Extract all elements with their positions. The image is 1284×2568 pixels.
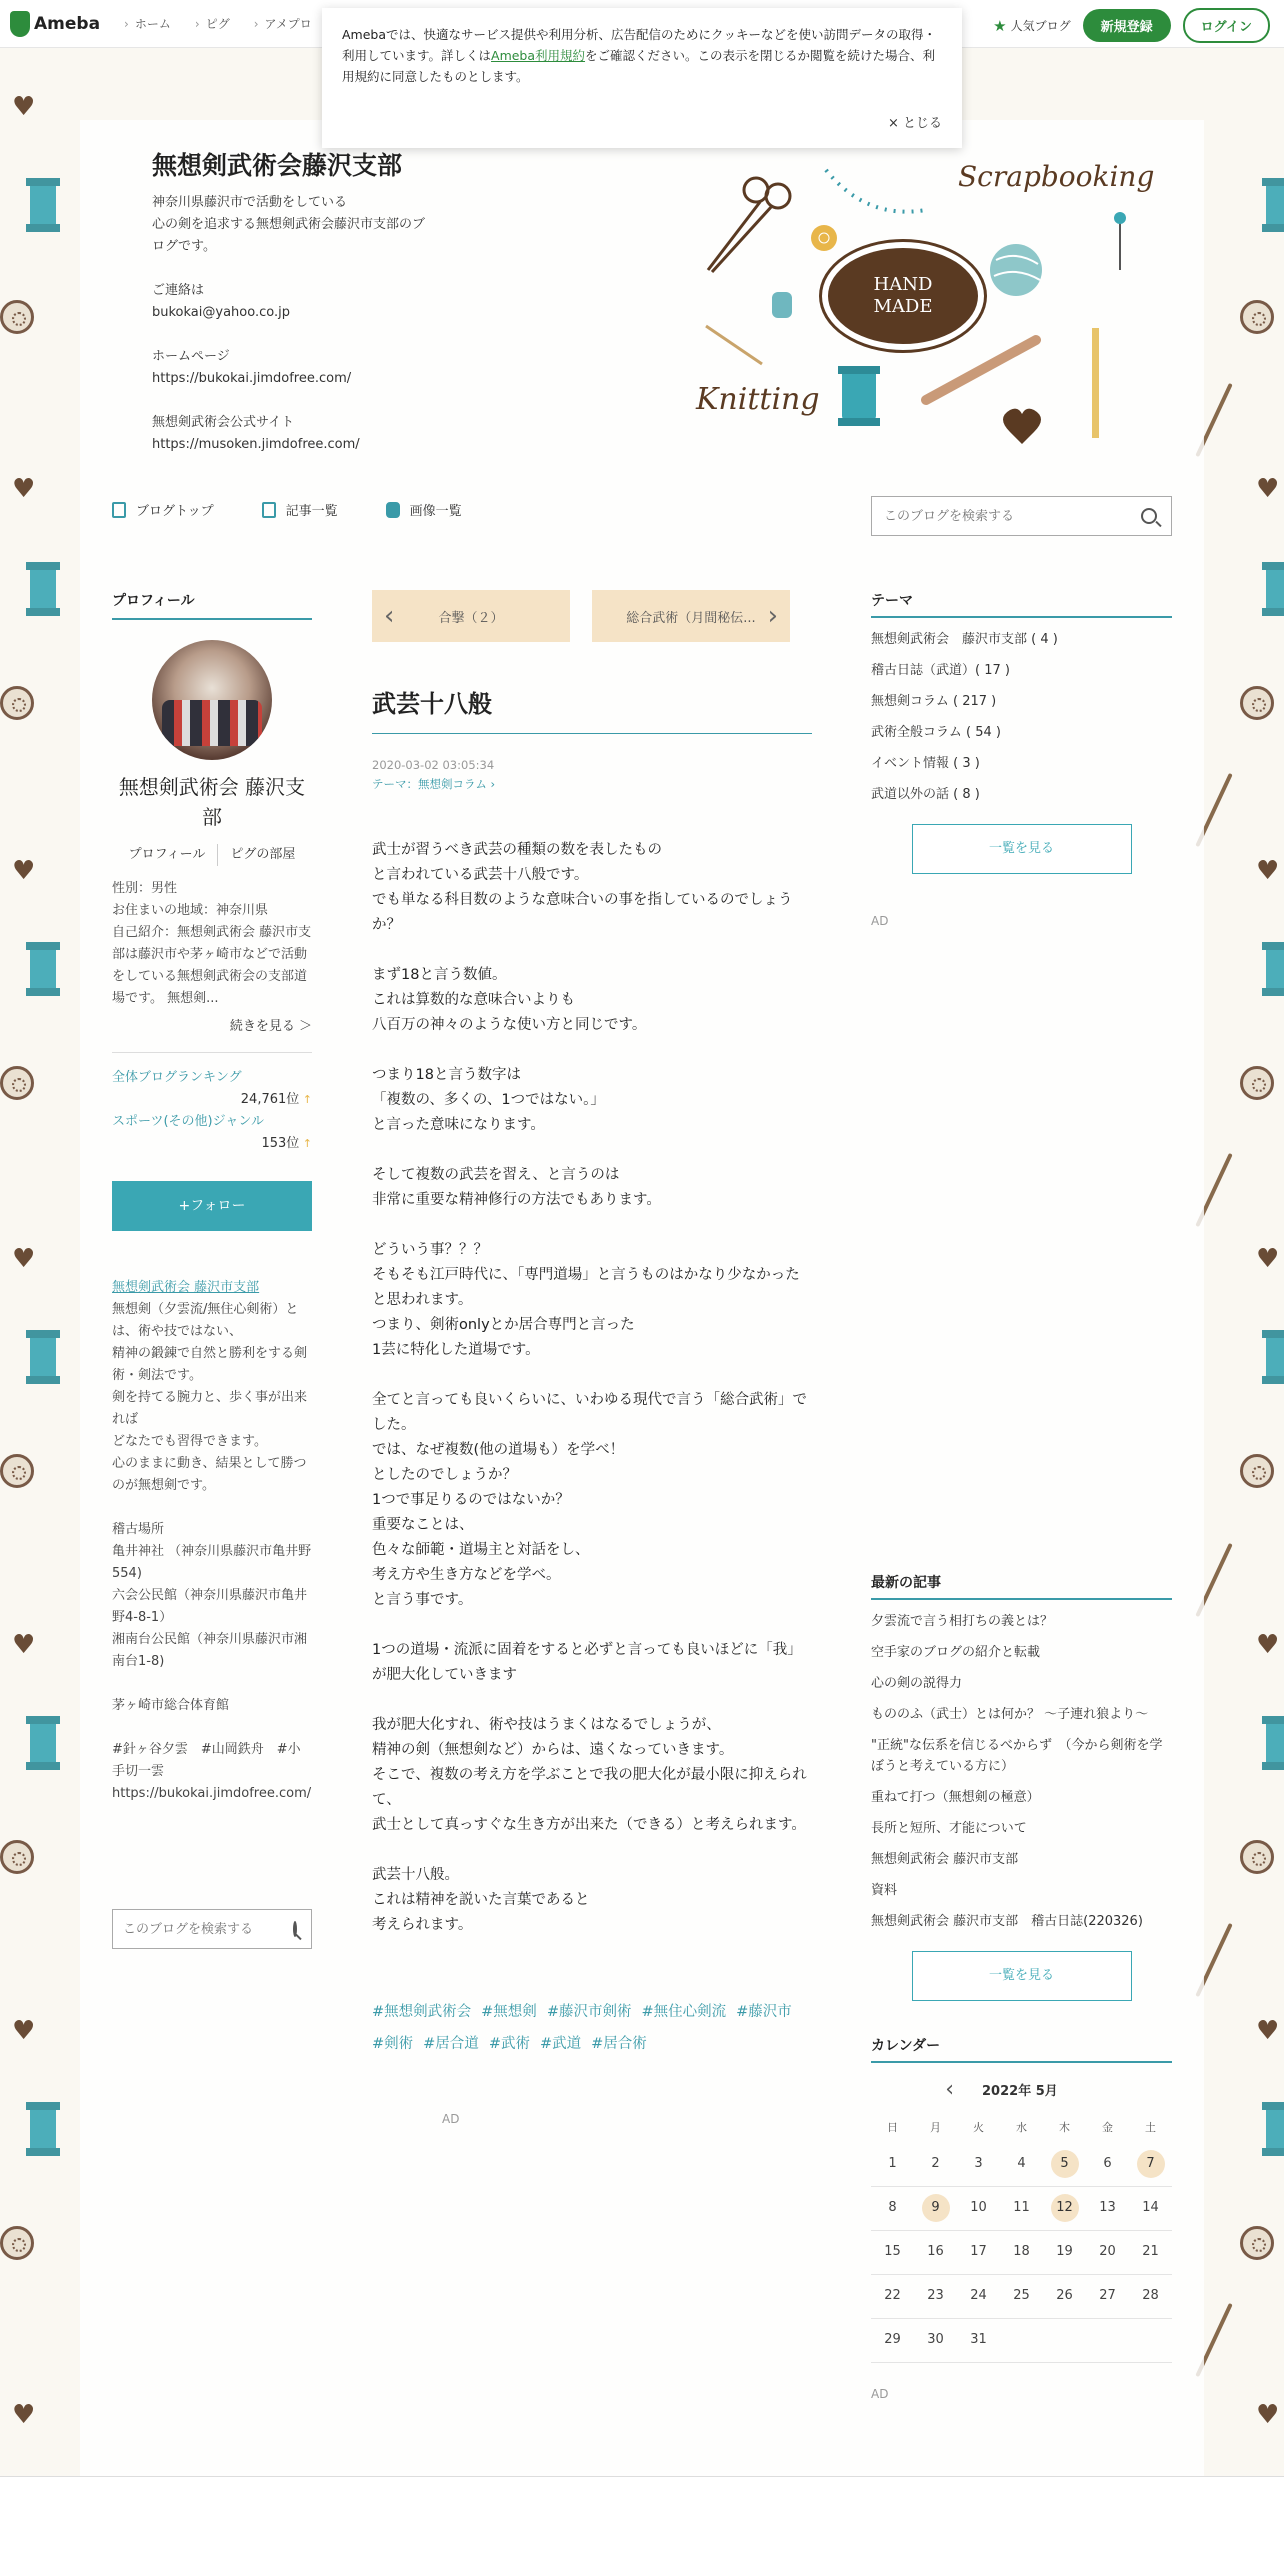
top-nav	[124, 15, 312, 32]
calendar-day: 2	[931, 2155, 940, 2171]
scrapbooking-script: Scrapbooking	[958, 160, 1155, 193]
hashtag-link[interactable]: #無住心剣流	[641, 2004, 727, 2020]
thimble-icon	[772, 292, 792, 318]
sewing-button-icon	[0, 1454, 34, 1488]
hand-made-badge: HAND MADE	[828, 248, 978, 344]
ranking-all-link[interactable]: 全体ブログランキング	[112, 1070, 242, 1085]
ameba-logo-icon	[10, 11, 30, 37]
branch-link[interactable]: 無想剣武術会 藤沢市支部	[112, 1280, 260, 1295]
heart-icon: ♥	[1256, 474, 1280, 504]
spool-icon	[1262, 2100, 1284, 2158]
ad-label: AD	[442, 2112, 460, 2126]
right-sidebar	[871, 590, 1172, 2401]
calendar-day: 18	[1013, 2244, 1030, 2259]
cookie-close-button[interactable]: × とじる	[887, 116, 942, 131]
calendar-day: 8	[888, 2200, 897, 2215]
calendar-day: 30	[927, 2332, 944, 2347]
sidebar-search-box	[112, 1909, 312, 1949]
spool-icon	[26, 940, 60, 998]
sewing-button-icon	[0, 2226, 34, 2260]
blog-top-icon	[112, 502, 126, 518]
theme-see-all-button[interactable]: 一覧を見る	[912, 824, 1132, 874]
theme-item[interactable]: イベント情報 ( 3 )	[871, 756, 980, 771]
popular-blogs-link[interactable]: ★ 人気ブログ	[993, 16, 1071, 35]
calendar-heading: カレンダー	[871, 2035, 1172, 2063]
hashtag-link[interactable]: #居合道	[423, 2036, 479, 2052]
sewing-button-icon	[1240, 1066, 1274, 1100]
calendar-day: 19	[1056, 2244, 1073, 2259]
star-icon: ★	[993, 16, 1007, 35]
scissors-icon	[708, 178, 790, 272]
recent-heading: 最新の記事	[871, 1572, 1172, 1600]
sewing-button-icon	[1240, 300, 1274, 334]
calendar-day: 31	[970, 2332, 987, 2347]
spool-icon	[26, 1328, 60, 1386]
weekday-label: 金	[1102, 2121, 1113, 2134]
hashtag-link[interactable]: #無想剣武術会	[372, 2004, 472, 2020]
search-icon[interactable]	[293, 1921, 297, 1937]
spool-icon	[1262, 940, 1284, 998]
recent-see-all-button[interactable]: 一覧を見る	[912, 1951, 1132, 2001]
calendar-month: 2022年 5月	[982, 2084, 1058, 2099]
calendar-day: 20	[1099, 2244, 1116, 2259]
recent-article-link[interactable]: 重ねて打つ（無想剣の極意）	[871, 1790, 1040, 1805]
recent-article-link[interactable]: 空手家のブログの紹介と転載	[871, 1645, 1041, 1660]
cookie-notice: Amebaでは、快適なサービス提供や利用分析、広告配信のためにクッキーなどを使い訪問データの取得・利用しています。詳しくはAmeba利用規約をご確認ください。この表示を閉じるか閲覧を続けた場合、利用規約に同意したものとします。 × とじる	[322, 8, 962, 148]
ranking-all-value: 24,761位 ↑	[112, 1089, 312, 1111]
article-list-icon	[262, 502, 276, 518]
blog-search-box	[871, 496, 1172, 536]
heart-icon	[1003, 409, 1041, 444]
calendar-day: 22	[884, 2288, 901, 2303]
ad-label: AD	[871, 914, 889, 928]
recent-article-link[interactable]: 心の剣の説得力	[871, 1676, 963, 1691]
hashtag-link[interactable]: #武道	[539, 2036, 582, 2052]
calendar-day: 10	[970, 2200, 987, 2215]
spool-icon	[26, 176, 60, 234]
recent-article-link[interactable]: 長所と短所、才能について	[871, 1821, 1027, 1836]
weekday-label: 月	[930, 2121, 941, 2134]
spool-icon	[1262, 1328, 1284, 1386]
sewing-button-icon	[1240, 1840, 1274, 1874]
profile-links	[112, 844, 312, 866]
login-button[interactable]: ログイン	[1183, 8, 1270, 43]
heart-icon: ♥	[12, 856, 36, 886]
calendar-day: 29	[884, 2332, 901, 2347]
heart-icon: ♥	[12, 2400, 36, 2430]
image-list-link[interactable]: 画像一覧	[386, 500, 462, 519]
follow-button[interactable]: +フォロー	[112, 1181, 312, 1231]
weekday-label: 土	[1145, 2121, 1156, 2134]
calendar-day: 26	[1056, 2288, 1073, 2303]
calendar-day[interactable]: 9	[922, 2194, 950, 2222]
heart-icon: ♥	[12, 2016, 36, 2046]
sidebar-search-input[interactable]	[123, 1922, 293, 1937]
beads-icon	[826, 170, 926, 212]
profile-name[interactable]: 無想剣武術会 藤沢支部	[118, 775, 306, 829]
recent-article-link[interactable]: 資料	[871, 1883, 898, 1898]
blog-description: 神奈川県藤沢市で活動をしている 心の剣を追求する無想剣武術会藤沢市支部のブログです。 ご連絡は bukokai@yahoo.co.jp ホームページ https://bukokai.jimdofree.com/ 無想剣武術会公式サイト https://musoken.jimdofree.com/	[152, 195, 426, 452]
pencil-icon	[1092, 328, 1099, 438]
weekday-label: 日	[887, 2121, 898, 2134]
top-nav-pigg[interactable]: › ピグ	[195, 15, 230, 32]
profile-link[interactable]: プロフィール	[128, 847, 206, 862]
pigg-room-link[interactable]: ピグの部屋	[217, 844, 307, 866]
footer	[0, 2477, 1284, 2568]
button-icon	[811, 225, 837, 251]
ameba-logo[interactable]: Ameba	[10, 11, 100, 37]
freeform-body: 無想剣（夕雲流/無住心剣術）とは、術や技ではない、 精神の鍛錬で自然と勝利をする剣術・剣法です。 剣を持てる腕力と、歩く事が出来れば どなたでも習得できます。 心のままに動き、結果として勝つのが無想剣です。 稽古場所 亀井神社 （神奈川県藤沢市亀井野554) 六会公民館（神奈川県藤沢市亀井野4-8-1） 湘南台公民館（神奈川県藤沢市湘南台1-8) 茅ヶ崎市総合体育館 #針ヶ谷夕雲 #山岡鉄舟 #小手切一雲 https://bukokai.jimdofree.com/	[112, 1302, 312, 1801]
theme-item[interactable]: 稽古日誌（武道）( 17 )	[871, 663, 1010, 678]
recent-article-link[interactable]: 夕雲流で言う相打ちの義とは？	[871, 1614, 1054, 1629]
recent-article-link[interactable]: 無想剣武術会 藤沢市支部 稽古日誌(220326)	[871, 1914, 1143, 1929]
sewing-button-icon	[0, 1066, 34, 1100]
article-tags	[372, 1996, 812, 2060]
hashtag-link[interactable]: #無想剣	[481, 2004, 537, 2020]
spool-icon	[26, 2100, 60, 2158]
spool-icon	[1262, 1714, 1284, 1772]
calendar-day: 4	[1017, 2155, 1026, 2171]
calendar-day: 6	[1103, 2155, 1112, 2171]
article-list-link[interactable]: 記事一覧	[262, 500, 338, 519]
calendar-day: 28	[1142, 2288, 1159, 2303]
sewing-button-icon	[1240, 2226, 1274, 2260]
hashtag-link[interactable]: #剣術	[372, 2036, 414, 2052]
theme-list	[871, 624, 1172, 810]
blog-title[interactable]: 無想剣武術会藤沢支部	[152, 151, 403, 180]
recent-list	[871, 1606, 1172, 1937]
hashtag-link[interactable]: #居合術	[591, 2036, 647, 2052]
theme-item[interactable]: 武術全般コラム ( 54 )	[871, 725, 1001, 740]
calendar-day[interactable]: 12	[1051, 2194, 1079, 2222]
blog-nav	[112, 500, 462, 519]
heart-icon: ♥	[1256, 2400, 1280, 2430]
hashtag-link[interactable]: #藤沢市	[736, 2004, 792, 2020]
ad-label: AD	[871, 2386, 889, 2401]
heart-icon: ♥	[1256, 1630, 1280, 1660]
calendar-day: 25	[1013, 2288, 1030, 2303]
calendar-header	[871, 2077, 1172, 2102]
heart-icon: ♥	[12, 1244, 36, 1274]
spool-icon	[26, 560, 60, 618]
hashtag-link[interactable]: #武術	[488, 2036, 530, 2052]
article-title[interactable]: 武芸十八般	[372, 684, 812, 734]
blog-top-link[interactable]: ブログトップ	[112, 500, 214, 519]
chevron-left-icon[interactable]: ‹	[945, 2077, 955, 2102]
sewing-button-icon	[0, 300, 34, 334]
sewing-button-icon	[1240, 686, 1274, 720]
calendar-day: 15	[884, 2244, 901, 2259]
terms-link[interactable]: Ameba利用規約	[491, 48, 586, 63]
blog-search-input[interactable]	[884, 509, 1141, 524]
hashtag-link[interactable]: #藤沢市剣術	[546, 2004, 632, 2020]
skein-icon	[926, 340, 1036, 400]
calendar-day: 21	[1142, 2244, 1159, 2259]
profile-body: 性別：男性 お住まいの地域：神奈川県 自己紹介：無想剣武術会 藤沢市支部は藤沢市や茅ヶ崎市などで活動をしている無想剣武術会の支部道場です。 無想剣...	[112, 881, 312, 1006]
recent-article-link[interactable]: 無想剣武術会 藤沢市支部	[871, 1852, 1019, 1867]
heart-icon: ♥	[12, 92, 36, 122]
spool-icon	[1262, 176, 1284, 234]
yarn-icon	[990, 244, 1042, 296]
calendar-day	[1137, 2324, 1165, 2352]
spool-icon	[842, 370, 876, 420]
calendar-day: 11	[1013, 2200, 1030, 2215]
calendar-day[interactable]: 7	[1137, 2150, 1165, 2178]
top-right	[993, 8, 1270, 43]
calendar-day: 13	[1099, 2200, 1116, 2215]
signup-button[interactable]: 新規登録	[1083, 9, 1171, 42]
header-illustration	[696, 160, 1155, 480]
weekday-label: 水	[1016, 2121, 1027, 2134]
top-nav-amepro[interactable]: › アメプロ	[254, 15, 312, 32]
sewing-button-icon	[0, 686, 34, 720]
article-theme-link[interactable]: テーマ：無想剣コラム ›	[372, 777, 496, 791]
heart-icon: ♥	[12, 1630, 36, 1660]
next-article-button[interactable]: 総合武術（月間秘伝... ›	[592, 590, 790, 642]
sewing-button-icon	[1240, 1454, 1274, 1488]
theme-item[interactable]: 無想剣コラム ( 217 )	[871, 694, 997, 709]
calendar-day	[1094, 2324, 1122, 2352]
weekday-label: 木	[1059, 2121, 1070, 2134]
spool-icon	[1262, 560, 1284, 618]
sewing-button-icon	[0, 1840, 34, 1874]
recent-article-link[interactable]: もののふ（武士）とは何か？ ～子連れ狼より～	[871, 1707, 1149, 1722]
profile-heading: プロフィール	[112, 590, 312, 620]
article-body: 武士が習うべき武芸の種類の数を表したもの と言われている武芸十八般です。 でも単なる科目数のような意味合いの事を指しているのでしょうか？ まず18と言う数値。 これは算数的な意味合いよりも 八百万の神々のような使い方と同じです。 つまり18と言う数字は 「複数の、多くの、1つではない。」 と言った意味になります。 そして複数の武芸を習え、と言うのは 非常に重要な精神修行の方法でもあります。 どういう事？？？ そもそも江戸時代に、「専門道場」と言うものはかなり少なかったと思われます。 つまり、剣術onlyとか居合専門と言った 1芸に特化した道場です。 全てと言っても良いくらいに、いわゆる現代で言う「総合武術」でした。 では、なぜ複数(他の道場も）を学べ！ としたのでしょうか？ 1つで事足りるのではないか？ 重要なことは、 色々な師範・道場主と対話をし、 考え方や生き方などを学べ。 と言う事です。 1つの道場・流派に固着をすると必ずと言っても良いほどに「我」が肥大化していきます 我が肥大化すれ、術や技はうまくはなるでしょうが、 精神の剣（無想剣など）からは、遠くなっていきます。 そこで、複数の考え方を学ぶことで我の肥大化が最小限に抑えられて、 武士として真っすぐな生き方が出来た（できる）と考えられます。 武芸十八般。 これは精神を説いた言葉であると 考えられます。	[372, 842, 807, 1933]
ranking-genre-value: 153位 ↑	[112, 1133, 312, 1155]
weekday-label: 火	[973, 2121, 984, 2134]
calendar	[871, 2112, 1172, 2363]
calendar-day: 1	[888, 2155, 897, 2171]
profile-more-link[interactable]: 続きを見る ＞	[229, 1019, 312, 1034]
ranking	[112, 1052, 312, 1155]
calendar-day	[1008, 2324, 1036, 2352]
heart-icon: ♥	[1256, 2016, 1280, 2046]
calendar-day	[1051, 2324, 1079, 2352]
theme-item[interactable]: 無想剣武術会 藤沢市支部 ( 4 )	[871, 632, 1058, 647]
calendar-day[interactable]: 5	[1051, 2150, 1079, 2178]
article-pager	[372, 590, 812, 642]
calendar-day: 17	[970, 2244, 987, 2259]
calendar-day: 24	[970, 2288, 987, 2303]
calendar-day: 27	[1099, 2288, 1116, 2303]
calendar-day: 3	[974, 2155, 983, 2171]
theme-item[interactable]: 武道以外の話 ( 8 )	[871, 787, 980, 802]
article-date: 2020-03-02 03:05:34	[372, 758, 495, 772]
prev-article-button[interactable]: ‹ 合撃（２）	[372, 590, 570, 642]
calendar-day: 23	[927, 2288, 944, 2303]
ranking-genre-link[interactable]: スポーツ(その他)ジャンル	[112, 1114, 265, 1129]
freeform-text	[112, 1277, 312, 1805]
article	[372, 590, 812, 2126]
heart-icon: ♥	[1256, 856, 1280, 886]
knitting-script: Knitting	[696, 382, 820, 417]
theme-heading: テーマ	[871, 590, 1172, 618]
recent-article-link[interactable]: "正統"な伝系を信じるべからず （今から剣術を学ぼうと考えている方に）	[871, 1738, 1163, 1774]
camera-icon	[386, 502, 400, 518]
left-sidebar	[112, 590, 312, 1949]
spool-icon	[26, 1714, 60, 1772]
calendar-day: 16	[927, 2244, 944, 2259]
heart-icon: ♥	[12, 474, 36, 504]
top-nav-home[interactable]: › ホーム	[124, 15, 171, 32]
calendar-day: 14	[1142, 2200, 1159, 2215]
search-icon[interactable]	[1141, 508, 1157, 524]
avatar[interactable]	[152, 640, 272, 760]
heart-icon: ♥	[1256, 1244, 1280, 1274]
